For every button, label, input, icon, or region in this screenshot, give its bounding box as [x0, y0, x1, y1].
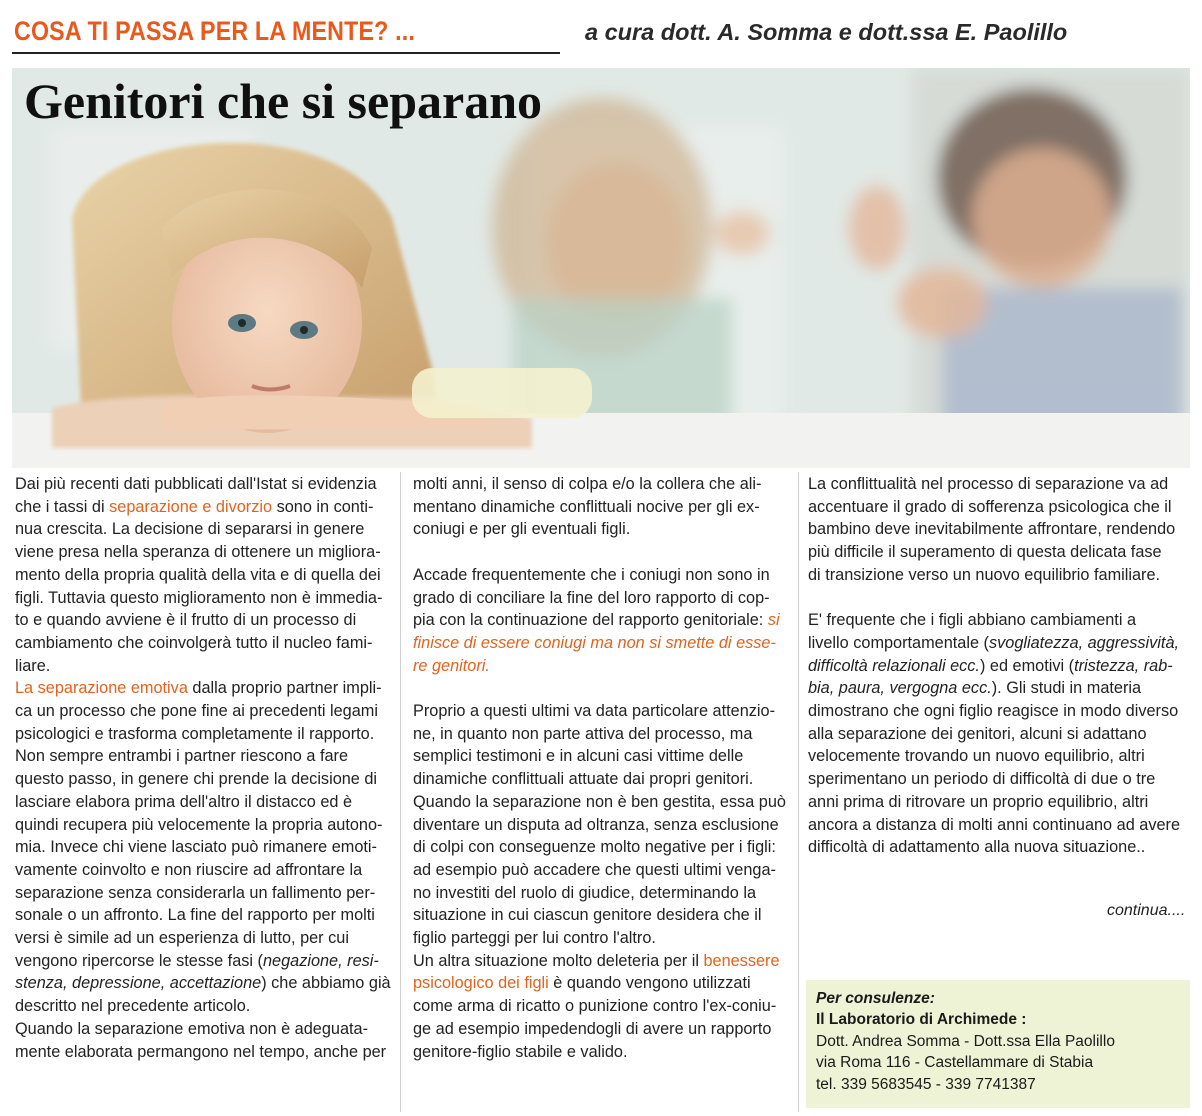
- text-line: grado di conciliare la fine del loro rapporto di cop-: [413, 588, 770, 607]
- text-line: velocemente trovando un nuovo equilibrio, altri: [808, 747, 1145, 766]
- section-kicker: COSA TI PASSA PER LA MENTE? ...: [14, 16, 415, 46]
- text-line: no investiti del ruolo di giudice, determinando la: [413, 883, 757, 902]
- hero-photo: [12, 68, 1190, 468]
- text-line: figlio parteggi per lui contro l'altro.: [413, 929, 656, 948]
- text-line: finisce di essere coniugi ma non si smette di esse-: [413, 633, 776, 652]
- text-line: figli. Tuttavia questo miglioramento non è immedia-: [15, 588, 383, 607]
- text-line: diventare un disputa ad oltranza, senza esclusione: [413, 815, 779, 834]
- text-line: ge ad esempio impedendogli di avere un rapporto: [413, 1019, 772, 1038]
- text-line: più difficile il superamento di questa delicata fase: [808, 543, 1162, 562]
- text-line: dinamiche conflittuali attuate dai propri genitori.: [413, 770, 754, 789]
- text-line: molti anni, il senso di colpa e/o la collera che ali-: [413, 475, 762, 493]
- text-line: accentuare il grado di sofferenza psicologica che il: [808, 497, 1172, 516]
- text-line: mentano dinamiche conflittuali nocive per gli ex-: [413, 497, 760, 516]
- contact-org: Il Laboratorio di Archimede :: [816, 1011, 1027, 1029]
- highlight-separazione-divorzio: separazione e divorzio: [109, 497, 273, 516]
- text-line: descritto nel precedente articolo.: [15, 997, 251, 1016]
- text-line: liare.: [15, 656, 51, 675]
- text-line: coniugi e per gli eventuali figli.: [413, 520, 631, 539]
- header-divider: [12, 52, 560, 54]
- paragraph: [413, 950, 793, 1064]
- text-line: Dai più recenti dati pubblicati dall'Istat si evidenzia: [15, 475, 377, 493]
- text-line: stenza, depressione, accettazione) che abbiamo già: [15, 974, 391, 993]
- text-line: pia con la continuazione del rapporto genitoriale: si: [413, 611, 780, 630]
- highlight-benessere: psicologico dei figli: [413, 974, 549, 993]
- text-line: semplici testimoni e in alcuni casi vittime delle: [413, 747, 744, 766]
- continued-label: continua....: [1107, 902, 1186, 919]
- paragraph: [413, 700, 793, 950]
- text-line: to e quando avviene è il frutto di un processo di: [15, 611, 357, 630]
- highlight-separazione-emotiva: La separazione emotiva: [15, 679, 188, 698]
- text-line: separazione senza considerarla un fallimento per-: [15, 883, 376, 902]
- text-line: La separazione emotiva dalla proprio partner impli-: [15, 679, 382, 698]
- text-line: Accade frequentemente che i coniugi non sono in: [413, 565, 770, 584]
- text-line: Quando la separazione emotiva non è adeguata-: [15, 1019, 369, 1038]
- text-line: cambiamento che coinvolgerà tutto il nucleo fami-: [15, 633, 373, 652]
- paragraph: [413, 473, 793, 541]
- text-line: re genitori.: [413, 656, 490, 675]
- highlight-benessere: benessere: [703, 951, 780, 970]
- paragraph: [808, 609, 1190, 859]
- contact-box: [806, 980, 1190, 1108]
- text-line: sonale o un affronto. La fine del rapporto per molti: [15, 906, 375, 925]
- text-line: bia, paura, vergogna ecc.). Gli studi in materia: [808, 679, 1142, 698]
- column-divider: [798, 472, 799, 1112]
- contact-names: Dott. Andrea Somma - Dott.ssa Ella Paolillo: [816, 1032, 1115, 1050]
- paragraph: [15, 677, 393, 1018]
- contact-address: via Roma 116 - Castellammare di Stabia: [816, 1054, 1094, 1072]
- authors-byline: a cura dott. A. Somma e dott.ssa E. Paolillo: [585, 19, 1068, 45]
- article-column-2: [413, 473, 793, 1063]
- text-line: bambino deve inevitabilmente affrontare, rendendo: [808, 520, 1176, 539]
- text-line: vamente coinvolto e non riuscire ad affrontare la: [15, 860, 363, 879]
- text-line: alla separazione dei genitori, alcuni si adattano: [808, 724, 1147, 743]
- text-line: nua crescita. La decisione di separarsi in genere: [15, 520, 365, 539]
- contact-heading: Per consulenze:: [816, 990, 935, 1007]
- text-line: che i tassi di separazione e divorzio sono in conti-: [15, 497, 374, 516]
- text-line: ad esempio può accadere che questi ultimi venga-: [413, 860, 776, 879]
- text-line: Proprio a questi ultimi va data particolare attenzio-: [413, 702, 775, 720]
- text-line: ne, in quanto non parte attiva del processo, ma: [413, 724, 753, 743]
- column-divider: [400, 472, 401, 1112]
- text-line: ca un processo che pone fine ai precedenti legami: [15, 702, 378, 721]
- text-line: livello comportamentale (svogliatezza, aggressività,: [808, 633, 1180, 652]
- paragraph: [15, 1018, 393, 1063]
- text-line: psicologico dei figli è quando vengono utilizzati: [413, 974, 751, 993]
- text-line: E' frequente che i figli abbiano cambiamenti a: [808, 611, 1137, 630]
- article-column-3: [808, 473, 1190, 859]
- text-line: mia. Invece chi viene lasciato può rimanere emoti-: [15, 838, 377, 857]
- text-line: Un altra situazione molto deleteria per il benessere: [413, 951, 780, 970]
- text-line: dimostrano che ogni figlio reagisce in modo diverso: [808, 702, 1179, 721]
- contact-phone: tel. 339 5683545 - 339 7741387: [816, 1075, 1036, 1093]
- paragraph: [15, 473, 393, 677]
- text-line: La conflittualità nel processo di separazione va ad: [808, 475, 1169, 493]
- text-line: situazione in cui ciascun genitore desidera che il: [413, 906, 762, 925]
- text-line: Quando la separazione non è ben gestita, essa può: [413, 792, 786, 811]
- text-line: difficoltà di adattamento alla nuova situazione..: [808, 838, 1146, 857]
- text-line: psicologici e trasforma completamente il rapporto.: [15, 724, 375, 743]
- text-line: anni prima di ritrovare un proprio equilibrio, altri: [808, 792, 1149, 811]
- text-line: ancora a distanza di molti anni continuano ad avere: [808, 815, 1180, 834]
- text-line: genitore-figlio stabile e valido.: [413, 1042, 628, 1061]
- text-line: Non sempre entrambi i partner riescono a fare: [15, 747, 349, 766]
- article-title: Genitori che si separano: [24, 73, 543, 129]
- text-line: di transizione verso un nuovo equilibrio familiare.: [808, 565, 1161, 584]
- text-line: questo passo, in genere chi prende la decisione di: [15, 770, 378, 789]
- text-line: mento della propria qualità della vita e di quella dei: [15, 565, 381, 584]
- text-line: lasciare elabora prima dell'altro il distacco ed è: [15, 792, 353, 811]
- text-line: sperimentano un periodo di difficoltà di due o tre: [808, 770, 1156, 789]
- paragraph: [413, 564, 793, 678]
- text-line: di colpi con conseguenze molto negative per i figli:: [413, 838, 776, 857]
- text-line: viene presa nella speranza di ottenere un migliora-: [15, 543, 381, 562]
- text-line: difficoltà relazionali ecc.) ed emotivi (tristezza, rab-: [808, 656, 1173, 675]
- text-line: quindi recupera più velocemente la propria autono-: [15, 815, 383, 834]
- highlight-quote: si: [767, 611, 780, 630]
- paragraph: [808, 473, 1190, 587]
- text-line: mente elaborata permangono nel tempo, anche per: [15, 1042, 387, 1061]
- text-line: versi è simile ad un esperienza di lutto, per cui: [15, 929, 349, 948]
- article-column-1: [15, 473, 393, 1063]
- text-line: vengono ripercorse le stesse fasi (negazione, resi-: [15, 951, 379, 970]
- text-line: come arma di ricatto o punizione contro l'ex-coniu-: [413, 997, 777, 1016]
